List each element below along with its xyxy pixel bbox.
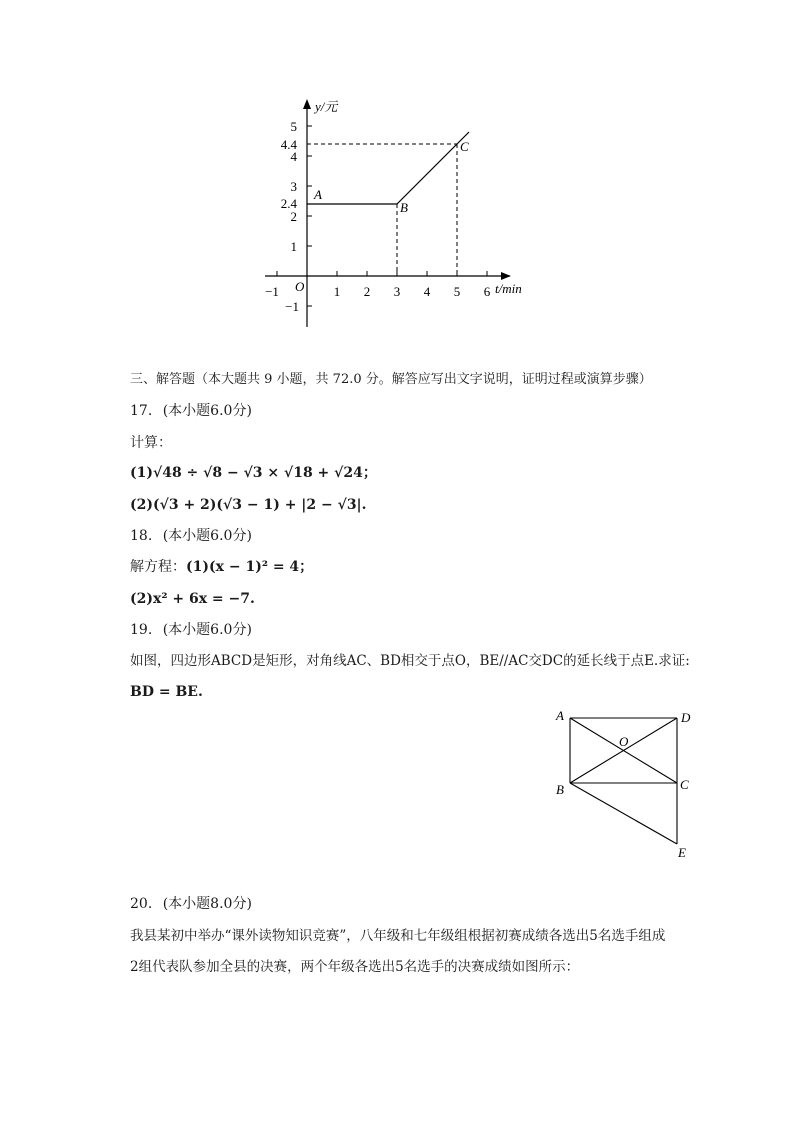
q18-prompt: 解方程： [130, 559, 186, 575]
q20-number: 20. [130, 896, 153, 912]
q18-number: 18. [130, 528, 153, 544]
q18-header [130, 526, 252, 546]
q18-part1 [130, 557, 313, 577]
x-tick-3: 3 [393, 284, 401, 299]
q17-score: (本小题6.0分) [162, 403, 252, 419]
q19-text-line1: 如图，四边形ABCD是矩形，对角线AC、BD相交于点O，BE//AC交DC的延长线于点E.求证: [130, 653, 690, 669]
x-axis-label: t/min [495, 281, 522, 296]
y-tick-1: 1 [290, 239, 297, 254]
vertex-d: D [681, 710, 691, 725]
x-axis-arrow [501, 272, 511, 280]
y-tick-2: 2 [290, 209, 297, 224]
q17-part1-label: (1) [130, 465, 153, 481]
rectangle-figure [548, 704, 708, 862]
vertex-a: A [556, 708, 564, 723]
x-tick-1: 1 [333, 284, 341, 299]
point-b-label: B [400, 200, 408, 215]
vertex-b: B [556, 782, 564, 797]
q18-part1-label: (1) [186, 559, 209, 575]
q18-part2-expr: x² + 6x = −7. [153, 591, 255, 607]
y-tick-3: 3 [290, 179, 297, 194]
q17-part2-expr: (√3 + 2)(√3 − 1) + |2 − √3|. [153, 497, 367, 513]
q17-header [130, 401, 252, 421]
segment-be [570, 783, 677, 844]
x-tick-5: 5 [453, 284, 461, 299]
q19-header [130, 620, 252, 640]
y-tick-4.4: 4.4 [280, 137, 297, 152]
q17-number: 17. [130, 403, 153, 419]
q20-score: (本小题8.0分) [162, 896, 252, 912]
point-a-label: A [314, 187, 322, 202]
q17-prompt: 计算： [130, 435, 172, 451]
q18-score: (本小题6.0分) [162, 528, 252, 544]
q17-part2-label: (2) [130, 497, 153, 513]
q20-text-line2: 2组代表队参加全县的决赛，两个年级各选出5名选手的决赛成绩如图所示： [130, 959, 580, 975]
x-tick-6: 6 [483, 284, 491, 299]
q17-part1-expr: √48 ÷ √8 − √3 × √18 + √24； [153, 465, 377, 481]
center-o: O [619, 734, 629, 749]
x-tick-neg1: −1 [265, 284, 279, 299]
q17-part2 [130, 495, 367, 515]
y-tick-5: 5 [290, 119, 297, 134]
point-c-label: C [460, 139, 469, 154]
q19-number: 19. [130, 622, 153, 638]
section-heading: 三、解答题（本大题共 9 小题，共 72.0 分。解答应写出文字说明，证明过程或演算步骤） [130, 372, 652, 387]
q20-text-line1: 我县某初中举办“课外读物知识竞赛”，八年级和七年级组根据初赛成绩各选出5名选手组成 [130, 928, 666, 944]
vertex-c: C [680, 777, 689, 792]
vertex-e: E [678, 845, 686, 860]
q18-part1-expr: (x − 1)² = 4； [209, 559, 314, 575]
y-tick-neg1: −1 [285, 299, 299, 314]
y-axis-label: y/元 [315, 99, 338, 114]
function-graph [255, 95, 545, 335]
q19-text-line2: BD = BE. [130, 684, 203, 700]
ray-bc [397, 132, 469, 204]
q18-part2-label: (2) [130, 591, 153, 607]
x-tick-2: 2 [363, 284, 371, 299]
y-axis-arrow [303, 99, 311, 109]
q18-part2 [130, 589, 255, 609]
y-tick-4: 4 [290, 149, 297, 164]
q19-score: (本小题6.0分) [162, 622, 252, 638]
q17-part1 [130, 463, 377, 483]
y-tick-2.4: 2.4 [280, 196, 297, 211]
origin-label: O [295, 279, 305, 294]
x-tick-4: 4 [423, 284, 431, 299]
q20-header [130, 894, 252, 914]
